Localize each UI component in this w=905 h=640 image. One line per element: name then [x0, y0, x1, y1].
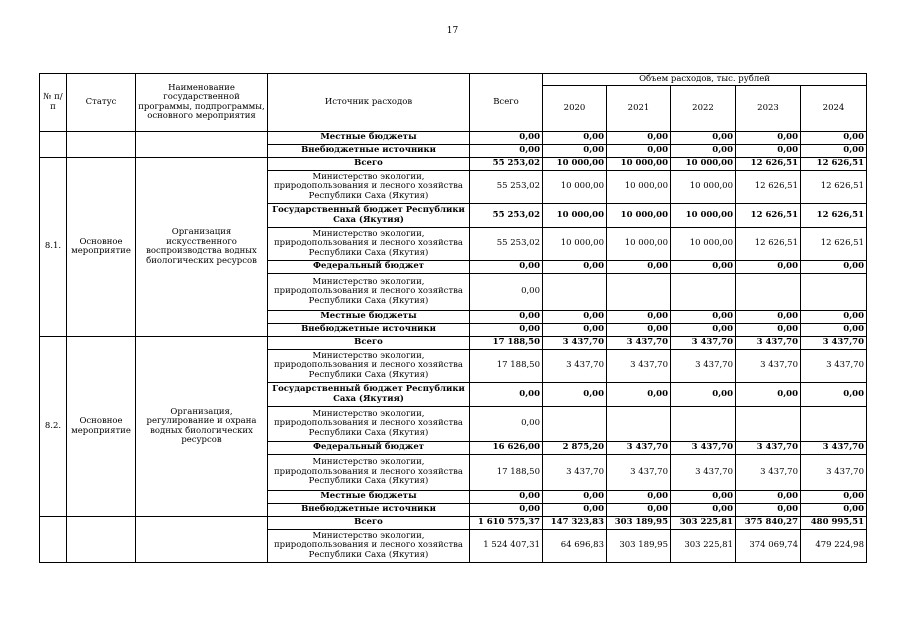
value-cell: 0,00 [736, 491, 801, 504]
value-cell: 0,00 [671, 383, 736, 407]
source-cell: Местные бюджеты [268, 132, 470, 145]
value-cell: 480 995,51 [801, 517, 867, 530]
value-cell: 0,00 [736, 261, 801, 274]
row-title: Организация искусственного воспроизводства водных биологических ресурсов [136, 158, 268, 337]
value-cell: 3 437,70 [671, 350, 736, 383]
value-cell: 10 000,00 [607, 204, 671, 228]
value-cell: 3 437,70 [543, 337, 607, 350]
value-cell: 0,00 [543, 132, 607, 145]
value-cell: 3 437,70 [736, 455, 801, 491]
value-cell: 10 000,00 [671, 171, 736, 204]
value-cell: 0,00 [801, 491, 867, 504]
table-row [40, 132, 867, 145]
source-cell: Государственный бюджет Республики Саха (Якутия) [268, 383, 470, 407]
value-cell: 303 225,81 [671, 530, 736, 563]
value-cell: 55 253,02 [470, 171, 543, 204]
value-cell: 479 224,98 [801, 530, 867, 563]
value-cell: 0,00 [801, 504, 867, 517]
value-cell: 0,00 [607, 311, 671, 324]
value-cell: 10 000,00 [543, 228, 607, 261]
value-cell: 3 437,70 [607, 455, 671, 491]
value-cell: 2 875,20 [543, 442, 607, 455]
value-cell: 0,00 [607, 261, 671, 274]
value-cell: 0,00 [543, 324, 607, 337]
value-cell: 0,00 [470, 145, 543, 158]
value-cell: 0,00 [801, 261, 867, 274]
value-cell: 10 000,00 [607, 171, 671, 204]
header-total: Всего [470, 74, 543, 132]
value-cell: 3 437,70 [801, 337, 867, 350]
budget-table [39, 73, 867, 563]
value-cell: 0,00 [736, 324, 801, 337]
value-cell: 0,00 [801, 311, 867, 324]
table-row [40, 517, 867, 530]
value-cell: 3 437,70 [801, 350, 867, 383]
value-cell: 374 069,74 [736, 530, 801, 563]
value-cell: 147 323,83 [543, 517, 607, 530]
value-cell: 10 000,00 [607, 228, 671, 261]
value-cell: 12 626,51 [801, 228, 867, 261]
value-cell: 0,00 [801, 132, 867, 145]
value-cell: 17 188,50 [470, 350, 543, 383]
value-cell: 10 000,00 [543, 171, 607, 204]
value-cell: 17 188,50 [470, 455, 543, 491]
value-cell: 0,00 [671, 132, 736, 145]
header-year: 2022 [671, 86, 736, 132]
value-cell: 0,00 [543, 504, 607, 517]
value-cell: 3 437,70 [801, 442, 867, 455]
value-cell: 0,00 [671, 261, 736, 274]
value-cell: 0,00 [470, 383, 543, 407]
value-cell: 303 225,81 [671, 517, 736, 530]
value-cell: 0,00 [543, 261, 607, 274]
value-cell: 0,00 [470, 324, 543, 337]
value-cell: 3 437,70 [607, 337, 671, 350]
value-cell: 0,00 [801, 383, 867, 407]
value-cell: 303 189,95 [607, 530, 671, 563]
value-cell: 0,00 [736, 504, 801, 517]
value-cell: 55 253,02 [470, 158, 543, 171]
source-cell: Внебюджетные источники [268, 504, 470, 517]
value-cell: 0,00 [607, 324, 671, 337]
value-cell: 0,00 [607, 383, 671, 407]
value-cell: 375 840,27 [736, 517, 801, 530]
source-cell: Федеральный бюджет [268, 442, 470, 455]
value-cell: 12 626,51 [736, 158, 801, 171]
value-cell: 0,00 [736, 311, 801, 324]
source-cell: Всего [268, 337, 470, 350]
value-cell: 10 000,00 [543, 204, 607, 228]
value-cell: 10 000,00 [671, 204, 736, 228]
value-cell: 0,00 [671, 491, 736, 504]
header-year: 2021 [607, 86, 671, 132]
value-cell: 0,00 [543, 383, 607, 407]
value-cell: 10 000,00 [607, 158, 671, 171]
source-cell: Внебюджетные источники [268, 145, 470, 158]
value-cell: 55 253,02 [470, 228, 543, 261]
value-cell: 17 188,50 [470, 337, 543, 350]
source-cell: Министерство экологии, природопользования и лесного хозяйства Республики Саха (Якутия) [268, 407, 470, 442]
value-cell: 10 000,00 [671, 228, 736, 261]
value-cell: 3 437,70 [543, 350, 607, 383]
source-cell: Министерство экологии, природопользования и лесного хозяйства Республики Саха (Якутия) [268, 350, 470, 383]
row-status: Основное мероприятие [67, 337, 136, 517]
source-cell: Министерство экологии, природопользования и лесного хозяйства Республики Саха (Якутия) [268, 228, 470, 261]
value-cell: 3 437,70 [801, 455, 867, 491]
value-cell: 0,00 [607, 491, 671, 504]
header-year: 2024 [801, 86, 867, 132]
value-cell: 0,00 [470, 132, 543, 145]
source-cell: Местные бюджеты [268, 491, 470, 504]
source-cell: Министерство экологии, природопользования и лесного хозяйства Республики Саха (Якутия) [268, 171, 470, 204]
value-cell: 0,00 [736, 132, 801, 145]
value-cell: 0,00 [607, 145, 671, 158]
header-volume: Объем расходов, тыс. рублей [543, 74, 867, 86]
table-row [40, 337, 867, 350]
row-status: Основное мероприятие [67, 158, 136, 337]
value-cell: 64 696,83 [543, 530, 607, 563]
value-cell: 3 437,70 [736, 442, 801, 455]
value-cell: 12 626,51 [801, 171, 867, 204]
value-cell: 3 437,70 [671, 337, 736, 350]
value-cell: 0,00 [801, 324, 867, 337]
source-cell: Всего [268, 517, 470, 530]
value-cell: 12 626,51 [736, 204, 801, 228]
header-row [40, 74, 867, 86]
source-cell: Министерство экологии, природопользования и лесного хозяйства Республики Саха (Якутия) [268, 455, 470, 491]
value-cell: 0,00 [671, 145, 736, 158]
header-num: № п/п [40, 74, 67, 132]
header-year: 2020 [543, 86, 607, 132]
value-cell: 0,00 [543, 145, 607, 158]
value-cell: 0,00 [671, 504, 736, 517]
value-cell: 12 626,51 [801, 158, 867, 171]
value-cell: 1 610 575,37 [470, 517, 543, 530]
source-cell: Министерство экологии, природопользования и лесного хозяйства Республики Саха (Якутия) [268, 274, 470, 311]
value-cell: 1 524 407,31 [470, 530, 543, 563]
header-year: 2023 [736, 86, 801, 132]
value-cell: 0,00 [607, 504, 671, 517]
value-cell: 55 253,02 [470, 204, 543, 228]
value-cell: 10 000,00 [671, 158, 736, 171]
value-cell: 3 437,70 [607, 442, 671, 455]
value-cell: 3 437,70 [736, 337, 801, 350]
value-cell: 12 626,51 [801, 204, 867, 228]
value-cell: 16 626,00 [470, 442, 543, 455]
value-cell: 0,00 [470, 261, 543, 274]
header-name: Наименование государственной программы, подпрограммы, основного мероприятия [136, 74, 268, 132]
value-cell: 303 189,95 [607, 517, 671, 530]
value-cell: 0,00 [470, 274, 543, 311]
value-cell: 0,00 [607, 132, 671, 145]
value-cell: 3 437,70 [736, 350, 801, 383]
value-cell: 0,00 [470, 504, 543, 517]
row-title: Организация, регулирование и охрана водных биологических ресурсов [136, 337, 268, 517]
source-cell: Федеральный бюджет [268, 261, 470, 274]
value-cell: 0,00 [736, 383, 801, 407]
value-cell: 0,00 [470, 491, 543, 504]
header-source: Источник расходов [268, 74, 470, 132]
row-number: 8.2. [40, 337, 67, 517]
source-cell: Внебюджетные источники [268, 324, 470, 337]
value-cell: 3 437,70 [607, 350, 671, 383]
value-cell: 0,00 [736, 145, 801, 158]
value-cell: 12 626,51 [736, 228, 801, 261]
source-cell: Местные бюджеты [268, 311, 470, 324]
value-cell: 0,00 [671, 324, 736, 337]
value-cell: 3 437,70 [671, 455, 736, 491]
value-cell: 3 437,70 [543, 455, 607, 491]
value-cell: 0,00 [671, 311, 736, 324]
source-cell: Государственный бюджет Республики Саха (Якутия) [268, 204, 470, 228]
source-cell: Всего [268, 158, 470, 171]
value-cell: 0,00 [801, 145, 867, 158]
source-cell: Министерство экологии, природопользования и лесного хозяйства Республики Саха (Якутия) [268, 530, 470, 563]
value-cell: 0,00 [543, 491, 607, 504]
value-cell: 0,00 [470, 311, 543, 324]
value-cell: 3 437,70 [671, 442, 736, 455]
value-cell: 0,00 [543, 311, 607, 324]
value-cell: 0,00 [470, 407, 543, 442]
value-cell: 12 626,51 [736, 171, 801, 204]
page-number: 17 [446, 26, 459, 36]
value-cell: 10 000,00 [543, 158, 607, 171]
table-row [40, 158, 867, 171]
header-status: Статус [67, 74, 136, 132]
row-number: 8.1. [40, 158, 67, 337]
